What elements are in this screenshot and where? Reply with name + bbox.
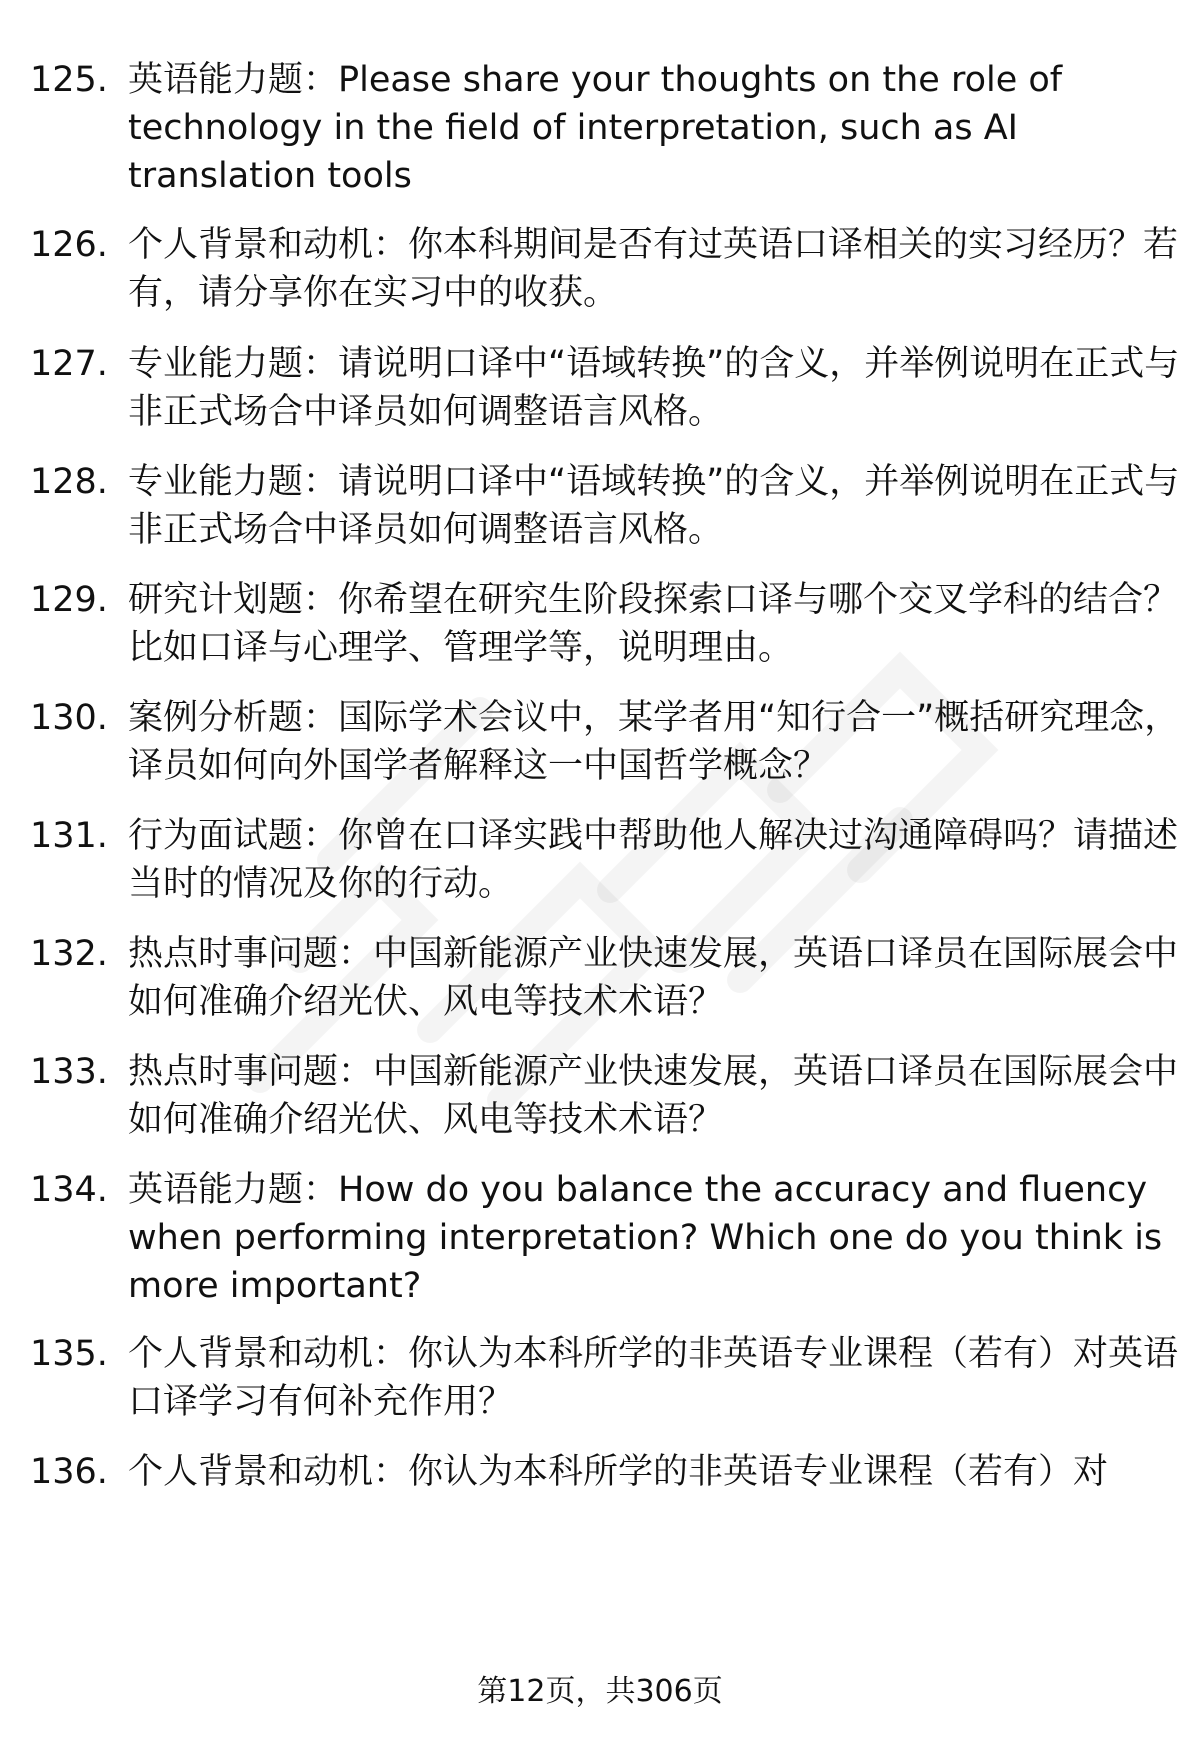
question-number: 135. <box>30 1334 108 1374</box>
question-number: 130. <box>30 698 108 738</box>
question-text: 专业能力题：请说明口译中“语域转换”的含义，并举例说明在正式与非正式场合中译员如何调整语言风格。 <box>128 344 1180 432</box>
question-text: 研究计划题：你希望在研究生阶段探索口译与哪个交叉学科的结合？比如口译与心理学、管理学等，说明理由。 <box>128 580 1179 668</box>
question-number: 136. <box>30 1452 108 1492</box>
question-text: 热点时事问题：中国新能源产业快速发展，英语口译员在国际展会中如何准确介绍光伏、风电等技术术语？ <box>128 934 1179 1022</box>
question-text: 个人背景和动机：你认为本科所学的非英语专业课程（若有）对英语口译学习有何补充作用？ <box>128 1334 1179 1422</box>
question-text: 个人背景和动机：你认为本科所学的非英语专业课程（若有）对 <box>128 1452 1109 1492</box>
question-text: 案例分析题：国际学术会议中，某学者用“知行合一”概括研究理念，译员如何向外国学者解释这一中国哲学概念？ <box>128 698 1180 786</box>
question-text: 专业能力题：请说明口译中“语域转换”的含义，并举例说明在正式与非正式场合中译员如何调整语言风格。 <box>128 462 1180 550</box>
question-number: 132. <box>30 934 108 974</box>
page-footer: 第12页，共306页 <box>477 1674 723 1709</box>
question-number: 125. <box>30 60 108 100</box>
question-number: 126. <box>30 225 108 265</box>
question-number: 127. <box>30 344 108 384</box>
question-text: 行为面试题：你曾在口译实践中帮助他人解决过沟通障碍吗？请描述当时的情况及你的行动。 <box>128 816 1179 904</box>
question-number: 131. <box>30 816 108 856</box>
question-number: 133. <box>30 1052 108 1092</box>
question-number: 128. <box>30 462 108 502</box>
question-text: 英语能力题：How do you balance the accuracy and fluency when performing interpretation? Which one do you think is more important? <box>128 1170 1163 1306</box>
question-text: 热点时事问题：中国新能源产业快速发展，英语口译员在国际展会中如何准确介绍光伏、风电等技术术语？ <box>128 1052 1179 1140</box>
question-text: 个人背景和动机：你本科期间是否有过英语口译相关的实习经历？若有，请分享你在实习中的收获。 <box>128 225 1179 313</box>
question-text: 英语能力题：Please share your thoughts on the role of technology in the field of interpretation, such as AI translation tools <box>128 60 1063 196</box>
question-number: 129. <box>30 580 108 620</box>
question-number: 134. <box>30 1170 108 1210</box>
